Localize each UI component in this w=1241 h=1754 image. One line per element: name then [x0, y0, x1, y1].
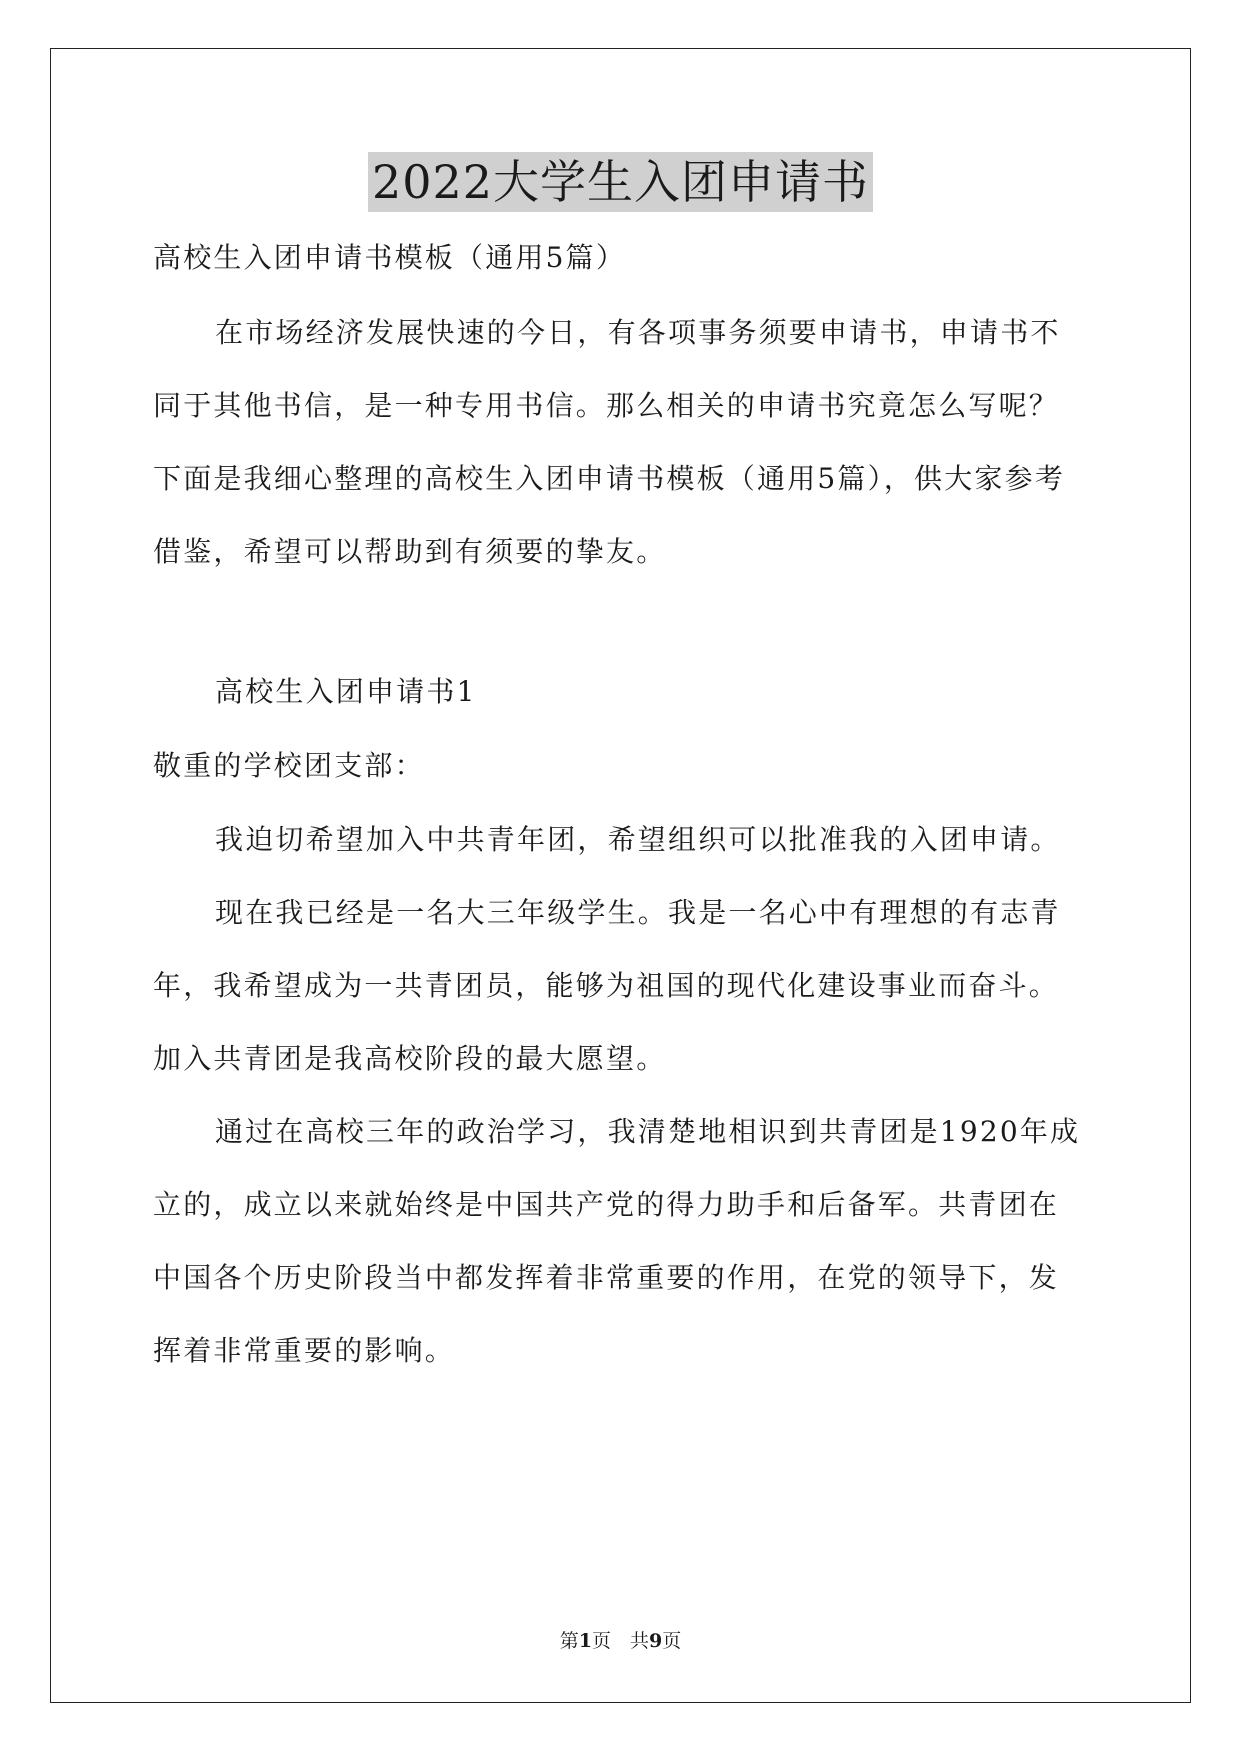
salutation: 敬重的学校团支部： [153, 749, 425, 782]
intro-line: 借鉴，希望可以帮助到有须要的挚友。 [153, 535, 667, 568]
footer-page-current: 1 [578, 1630, 592, 1652]
body-line: 我迫切希望加入中共青年团，希望组织可以批准我的入团申请。 [215, 823, 1061, 856]
footer-page-suffix: 页 [662, 1630, 682, 1652]
body-line: 中国各个历史阶段当中都发挥着非常重要的作用，在党的领导下，发 [153, 1261, 1060, 1294]
page-footer [0, 1628, 1241, 1654]
body-line: 通过在高校三年的政治学习，我清楚地相识到共青团是1920年成 [215, 1115, 1081, 1148]
intro-line: 同于其他书信，是一种专用书信。那么相关的申请书究竟怎么写呢？ [153, 389, 1060, 422]
intro-line: 下面是我细心整理的高校生入团申请书模板（通用5篇），供大家参考 [153, 462, 1066, 495]
document-title: 2022大学生入团申请书 [368, 152, 873, 212]
footer-page-prefix: 第 [559, 1630, 579, 1652]
intro-line: 在市场经济发展快速的今日，有各项事务须要申请书，申请书不 [215, 316, 1061, 349]
document-subtitle: 高校生入团申请书模板（通用5篇） [153, 241, 627, 274]
body-line: 挥着非常重要的影响。 [153, 1334, 456, 1367]
footer-page-total: 9 [649, 1630, 663, 1652]
title-container [0, 152, 1241, 212]
page-border [50, 48, 1191, 1703]
section-heading: 高校生入团申请书1 [215, 675, 477, 708]
body-line: 加入共青团是我高校阶段的最大愿望。 [153, 1042, 667, 1075]
body-line: 立的，成立以来就始终是中国共产党的得力助手和后备军。共青团在 [153, 1188, 1060, 1221]
footer-page-mid: 页 共 [591, 1630, 649, 1652]
body-line: 现在我已经是一名大三年级学生。我是一名心中有理想的有志青 [215, 896, 1061, 929]
body-line: 年，我希望成为一共青团员，能够为祖国的现代化建设事业而奋斗。 [153, 969, 1060, 1002]
